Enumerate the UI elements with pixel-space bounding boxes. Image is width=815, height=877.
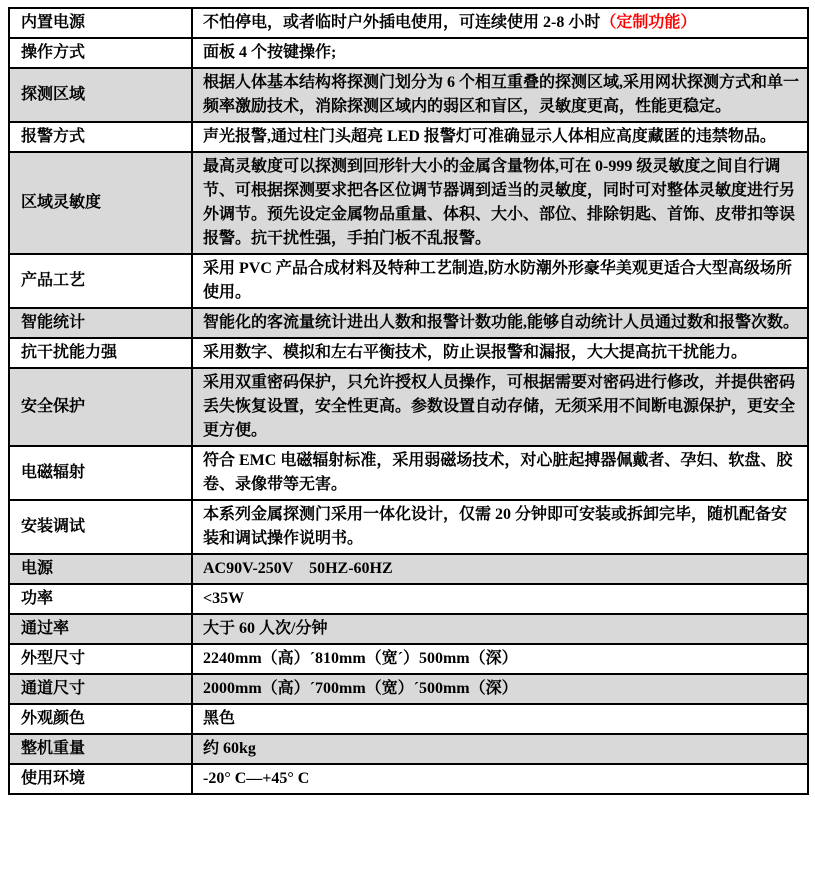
spec-row-16 <box>9 674 808 704</box>
spec-row-4 <box>9 122 808 152</box>
spec-row-12 <box>9 554 808 584</box>
spec-value-text: 约 60kg <box>203 740 256 757</box>
spec-value <box>192 308 808 338</box>
spec-value <box>192 8 808 38</box>
spec-value-text: 符合 EMC 电磁辐射标准，采用弱磁场技术，对心脏起搏器佩戴者、孕妇、软盘、胶卷、录像带等无害。 <box>203 452 793 493</box>
spec-value <box>192 584 808 614</box>
spec-row-9 <box>9 368 808 446</box>
spec-value <box>192 38 808 68</box>
spec-row-7 <box>9 308 808 338</box>
spec-label: 操作方式 <box>9 38 192 68</box>
spec-value-text: 根据人体基本结构将探测门划分为 6 个相互重叠的探测区域,采用网状探测方式和单一频率激励技术，消除探测区域内的弱区和盲区，灵敏度更高，性能更稳定。 <box>203 74 800 115</box>
spec-row-18 <box>9 734 808 764</box>
spec-value-text: 黑色 <box>203 710 236 727</box>
spec-value <box>192 122 808 152</box>
spec-value-text: 智能化的客流量统计进出人数和报警计数功能,能够自动统计人员通过数和报警次数。 <box>203 314 800 331</box>
spec-label: 外型尺寸 <box>9 644 192 674</box>
spec-row-1 <box>9 8 808 38</box>
spec-label: 电磁辐射 <box>9 446 192 500</box>
spec-label: 产品工艺 <box>9 254 192 308</box>
spec-value-text: 2000mm（高）´700mm（宽）´500mm（深） <box>203 680 518 697</box>
spec-row-13 <box>9 584 808 614</box>
spec-label: 探测区域 <box>9 68 192 122</box>
spec-row-5 <box>9 152 808 254</box>
spec-value <box>192 152 808 254</box>
spec-value-text: -20° C—+45° C <box>203 770 310 787</box>
spec-row-8 <box>9 338 808 368</box>
spec-value <box>192 500 808 554</box>
spec-label: 区域灵敏度 <box>9 152 192 254</box>
spec-label: 报警方式 <box>9 122 192 152</box>
spec-label: 抗干扰能力强 <box>9 338 192 368</box>
spec-value-text: AC90V-250V 50HZ-60HZ <box>203 560 393 577</box>
spec-label: 智能统计 <box>9 308 192 338</box>
spec-value <box>192 734 808 764</box>
spec-label: 通道尺寸 <box>9 674 192 704</box>
spec-value <box>192 68 808 122</box>
spec-value-highlight: （定制功能） <box>600 14 697 31</box>
spec-label: 整机重量 <box>9 734 192 764</box>
spec-label: 电源 <box>9 554 192 584</box>
spec-row-10 <box>9 446 808 500</box>
spec-label: 安装调试 <box>9 500 192 554</box>
spec-row-3 <box>9 68 808 122</box>
spec-row-14 <box>9 614 808 644</box>
spec-value <box>192 644 808 674</box>
spec-value-text: 面板 4 个按键操作; <box>203 44 337 61</box>
product-spec-table <box>8 7 809 795</box>
spec-value-text: 不怕停电，或者临时户外插电使用，可连续使用 2-8 小时 <box>203 14 601 31</box>
spec-row-19 <box>9 764 808 794</box>
spec-value <box>192 614 808 644</box>
spec-label: 外观颜色 <box>9 704 192 734</box>
spec-value-text: 采用数字、模拟和左右平衡技术，防止误报警和漏报，大大提高抗干扰能力。 <box>203 344 748 361</box>
spec-label: 安全保护 <box>9 368 192 446</box>
spec-label: 功率 <box>9 584 192 614</box>
spec-label: 使用环境 <box>9 764 192 794</box>
spec-value-text: <35W <box>203 590 245 607</box>
spec-value-text: 本系列金属探测门采用一体化设计，仅需 20 分钟即可安装或拆卸完毕，随机配备安装和调试操作说明书。 <box>203 506 788 547</box>
spec-value <box>192 554 808 584</box>
spec-value <box>192 446 808 500</box>
spec-value-text: 大于 60 人次/分钟 <box>203 620 328 637</box>
spec-label: 内置电源 <box>9 8 192 38</box>
spec-row-6 <box>9 254 808 308</box>
spec-row-2 <box>9 38 808 68</box>
spec-value <box>192 368 808 446</box>
spec-value-text: 2240mm（高）´810mm（宽´）500mm（深） <box>203 650 518 667</box>
spec-row-11 <box>9 500 808 554</box>
spec-value <box>192 674 808 704</box>
spec-row-17 <box>9 704 808 734</box>
spec-row-15 <box>9 644 808 674</box>
spec-value-text: 采用双重密码保护，只允许授权人员操作，可根据需要对密码进行修改，并提供密码丢失恢复设置，安全性更高。参数设置自动存储，无须采用不间断电源保护，更安全更方便。 <box>203 374 796 439</box>
spec-value <box>192 338 808 368</box>
spec-value-text: 最高灵敏度可以探测到回形针大小的金属含量物体,可在 0-999 级灵敏度之间自行调节、可根据探测要求把各区位调节器调到适当的灵敏度，同时可对整体灵敏度进行另外调节。预先设定金属物品重量、体积、大小、部位、排除钥匙、首饰、皮带扣等误报警。抗干扰性强，手拍门板不乱报警。 <box>203 158 796 247</box>
spec-value <box>192 764 808 794</box>
spec-label: 通过率 <box>9 614 192 644</box>
spec-value-text: 声光报警,通过柱门头超亮 LED 报警灯可准确显示人体相应高度藏匿的违禁物品。 <box>203 128 776 145</box>
spec-value <box>192 704 808 734</box>
spec-value <box>192 254 808 308</box>
spec-table-body <box>9 8 808 794</box>
spec-value-text: 采用 PVC 产品合成材料及特种工艺制造,防水防潮外形豪华美观更适合大型高级场所使用。 <box>203 260 792 301</box>
